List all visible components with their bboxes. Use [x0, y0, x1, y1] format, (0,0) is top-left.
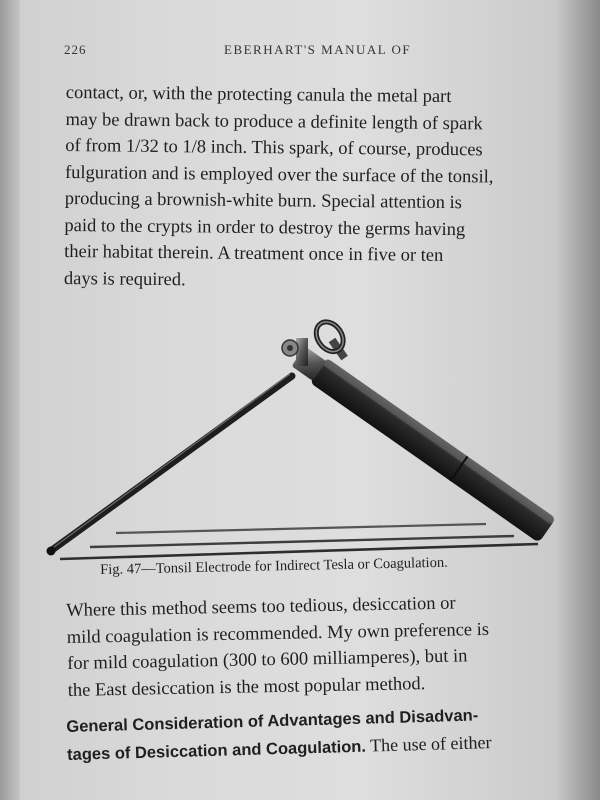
text-line: may be drawn back to produce a definite length of spark	[65, 109, 483, 134]
page-number: 226	[64, 42, 87, 57]
text-line: The use of either	[365, 731, 492, 756]
paragraph-tonsil-treatment	[64, 80, 544, 297]
page-spine-shadow	[0, 0, 20, 800]
text-line: the East desiccation is the most popular method.	[67, 673, 426, 701]
page-header	[64, 42, 554, 64]
figure-caption: Fig. 47—Tonsil Electrode for Indirect Tesla or Coagulation.	[100, 554, 448, 578]
tonsil-electrode-illustration	[40, 318, 570, 564]
section-heading: General Consideration of Advantages and Disadvan-	[66, 706, 479, 736]
text-line: producing a brownish-white burn. Special attention is	[64, 188, 462, 214]
text-line: paid to the crypts in order to destroy the germs having	[64, 215, 466, 240]
electrode-tip	[47, 547, 56, 556]
text-line: fulguration and is employed over the surface of the tonsil,	[64, 162, 494, 187]
electrode-shaft	[52, 376, 292, 550]
spare-needle	[116, 524, 486, 533]
section-heading-continued: tages of Desiccation and Coagulation.	[66, 737, 367, 764]
text-line: mild coagulation is recommended. My own preference is	[66, 619, 490, 648]
paragraph-general-consideration	[66, 701, 537, 768]
text-line: for mild coagulation (300 to 600 milliamperes), but in	[67, 646, 468, 674]
text-line: of from 1/32 to 1/8 inch. This spark, of course, produces	[65, 135, 483, 161]
text-line: Where this method seems too tedious, desiccation or	[66, 593, 456, 621]
text-line: contact, or, with the protecting canula the metal part	[65, 82, 452, 108]
text-line: their habitat therein. A treatment once in five or ten	[64, 241, 444, 266]
paragraph-desiccation-method	[66, 589, 538, 704]
text-line: days is required.	[63, 268, 186, 290]
spare-needle	[90, 536, 514, 547]
electrode-handle	[290, 344, 556, 543]
running-head: EBERHART'S MANUAL OF	[224, 42, 412, 57]
